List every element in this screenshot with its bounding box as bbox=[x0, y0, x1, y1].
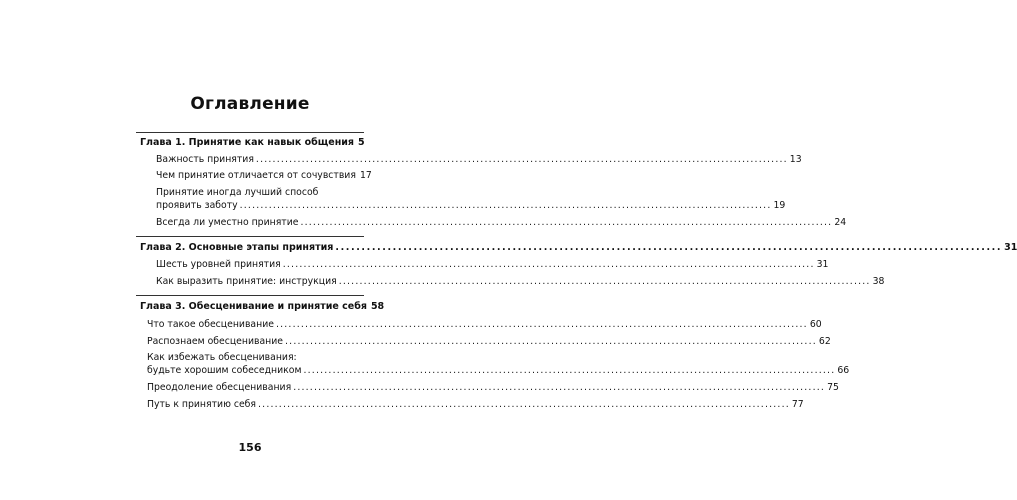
toc-item bbox=[147, 399, 804, 410]
leader-dots: ................................................................................................................................ bbox=[239, 200, 772, 211]
item-label: будьте хорошим собеседником bbox=[147, 365, 302, 376]
item-page: 13 bbox=[789, 154, 802, 165]
chapter-label: Глава 2. Основные этапы принятия bbox=[140, 242, 334, 253]
toc-item bbox=[156, 170, 372, 181]
divider bbox=[136, 236, 364, 237]
item-label: Всегда ли уместно принятие bbox=[156, 217, 299, 228]
item-label: Чем принятие отличается от сочувствия bbox=[156, 170, 356, 181]
page-title: Оглавление bbox=[190, 94, 310, 114]
item-page: 60 bbox=[809, 319, 822, 330]
item-page: 75 bbox=[827, 382, 839, 393]
toc-item bbox=[156, 259, 829, 270]
chapter-label: Глава 3. Обесценивание и принятие себя bbox=[140, 301, 367, 312]
divider bbox=[136, 132, 364, 133]
item-page: 31 bbox=[816, 259, 829, 270]
item-page: 38 bbox=[872, 276, 885, 287]
item-page: 17 bbox=[359, 170, 372, 181]
item-label: Распознаем обесценивание bbox=[147, 336, 284, 347]
leader-dots: ................................................................................................................................ bbox=[338, 276, 871, 287]
item-label: Шесть уровней принятия bbox=[156, 259, 281, 270]
item-label: Преодоление обесценивания bbox=[147, 382, 292, 393]
leader-dots: ................................................................................................................................ bbox=[275, 319, 808, 330]
item-label: Что такое обесценивание bbox=[147, 319, 274, 330]
chapter-label: Глава 1. Принятие как навык общения bbox=[140, 137, 355, 148]
chapter-page: 58 bbox=[370, 301, 385, 312]
toc-item bbox=[156, 154, 802, 165]
toc-item bbox=[156, 200, 786, 211]
leader-dots: ................................................................................................................................ bbox=[255, 154, 788, 165]
leader-dots: ................................................................................................................................ bbox=[293, 382, 826, 393]
toc-item bbox=[147, 336, 831, 347]
item-page: 77 bbox=[791, 399, 804, 410]
toc-chapter-3 bbox=[140, 301, 385, 312]
toc-item bbox=[147, 382, 839, 393]
chapter-page: 5 bbox=[358, 137, 365, 148]
toc-item bbox=[156, 217, 847, 228]
toc-item bbox=[156, 276, 885, 287]
toc-item bbox=[147, 319, 822, 330]
item-label: Как выразить принятие: инструкция bbox=[156, 276, 337, 287]
chapter-page: 31 bbox=[1004, 242, 1017, 253]
item-page: 19 bbox=[773, 200, 786, 211]
item-page: 66 bbox=[837, 365, 850, 376]
item-label: Важность принятия bbox=[156, 154, 254, 165]
page-number: 156 bbox=[238, 441, 262, 454]
leader-dots: ................................................................................................................................ bbox=[285, 336, 817, 347]
toc-item-line1: Принятие иногда лучший способ bbox=[156, 187, 319, 198]
toc-chapter-2 bbox=[140, 242, 1017, 253]
leader-dots: ................................................................................................................................ bbox=[335, 242, 1003, 253]
leader-dots: ................................................................................................................................ bbox=[303, 365, 836, 376]
item-label: Путь к принятию себя bbox=[147, 399, 257, 410]
toc-item-line1: Как избежать обесценивания: bbox=[147, 352, 297, 363]
divider bbox=[136, 295, 364, 296]
item-page: 24 bbox=[834, 217, 847, 228]
leader-dots: ................................................................................................................................ bbox=[300, 217, 833, 228]
leader-dots: ................................................................................................................................ bbox=[258, 399, 790, 410]
item-page: 62 bbox=[818, 336, 831, 347]
toc-chapter-1 bbox=[140, 137, 365, 148]
toc-item bbox=[147, 365, 850, 376]
leader-dots: ................................................................................................................................ bbox=[282, 259, 815, 270]
item-label: проявить заботу bbox=[156, 200, 238, 211]
